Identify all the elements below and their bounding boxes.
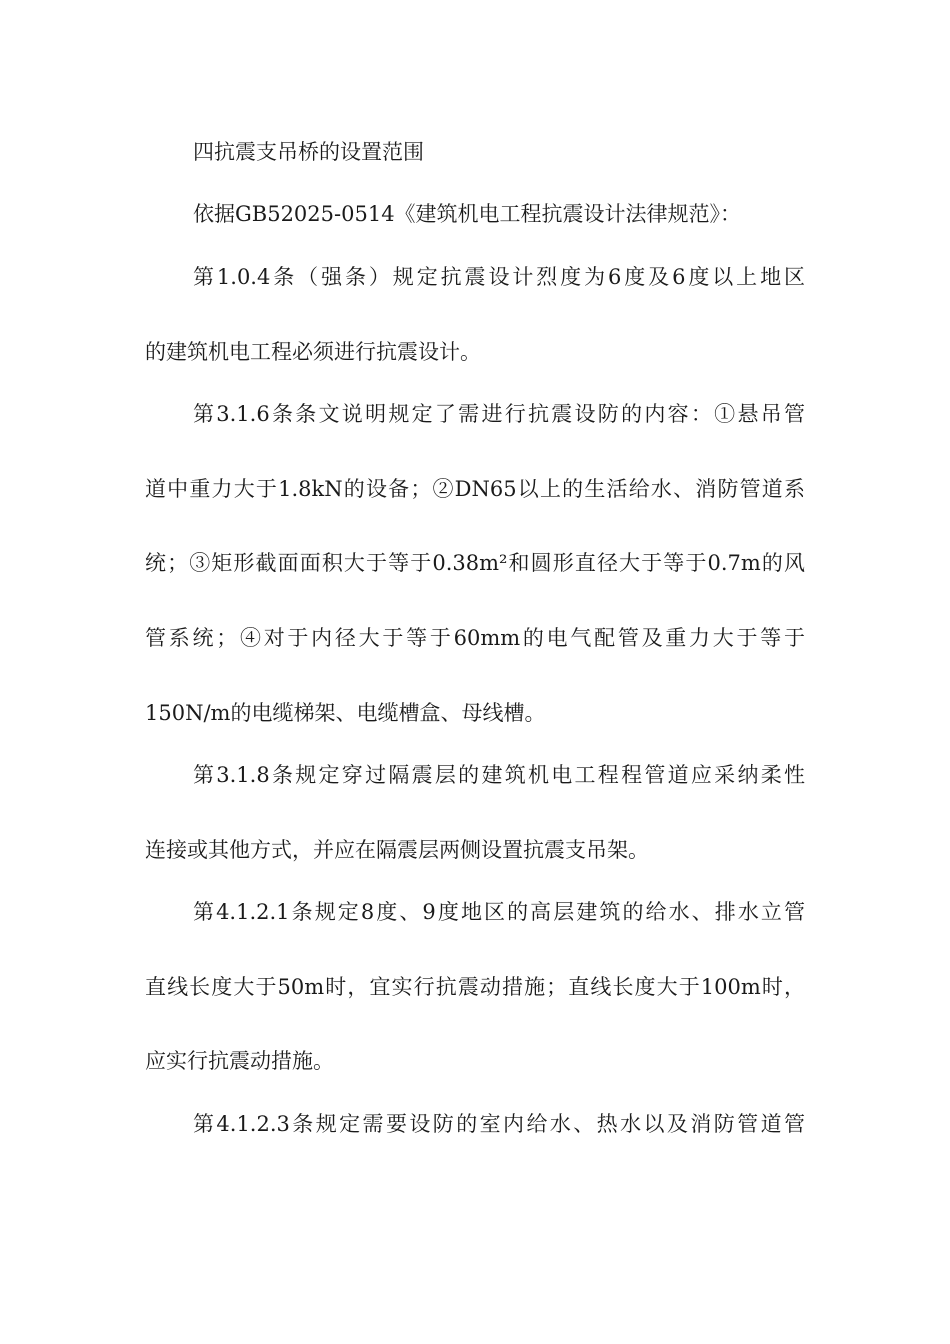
paragraph-line: 150N/m的电缆梯架、电缆槽盒、母线槽。: [145, 701, 546, 725]
paragraph-line: 第4.1.2.3条规定需要设防的室内给水、热水以及消防管道管: [193, 1112, 805, 1136]
paragraph-line: 直线长度大于50m时，宜实行抗震动措施；直线长度大于100m时，: [145, 975, 805, 999]
paragraph-line: 连接或其他方式，并应在隔震层两侧设置抗震支吊架。: [145, 838, 649, 862]
paragraph-line: 道中重力大于1.8kN的设备；②DN65以上的生活给水、消防管道系: [145, 477, 805, 501]
paragraph-line: 统；③矩形截面面积大于等于0.38m²和圆形直径大于等于0.7m的风: [145, 551, 805, 575]
section-title: 四抗震支吊桥的设置范围: [193, 140, 424, 164]
paragraph-line: 第1.0.4条（强条）规定抗震设计烈度为6度及6度以上地区: [193, 265, 805, 289]
paragraph-line: 管系统；④对于内径大于等于60mm的电气配管及重力大于等于: [145, 626, 805, 650]
paragraph-line: 第3.1.6条条文说明规定了需进行抗震设防的内容：①悬吊管: [193, 402, 805, 426]
paragraph-line: 的建筑机电工程必须进行抗震设计。: [145, 340, 481, 364]
basis-text: 依据GB52025-0514《建筑机电工程抗震设计法律规范》：: [193, 202, 742, 226]
paragraph-line: 第3.1.8条规定穿过隔震层的建筑机电工程程管道应采纳柔性: [193, 763, 805, 787]
paragraph-line: 第4.1.2.1条规定8度、9度地区的高层建筑的给水、排水立管: [193, 900, 805, 924]
paragraph-line: 应实行抗震动措施。: [145, 1049, 334, 1073]
